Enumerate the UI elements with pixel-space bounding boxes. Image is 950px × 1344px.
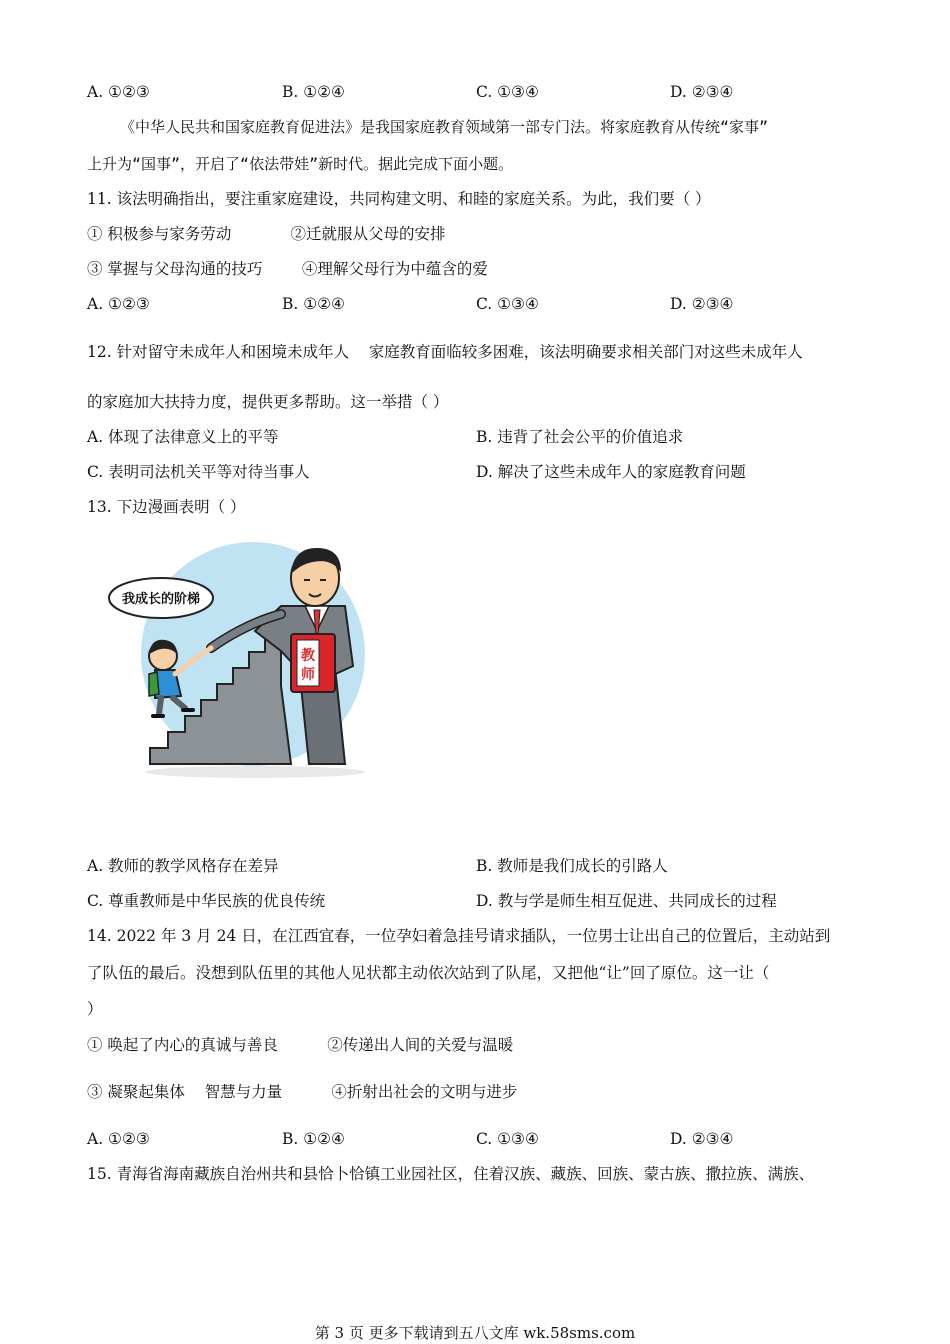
q14-stem-3: ） <box>87 1000 103 1018</box>
q14-options <box>87 1128 867 1150</box>
q12-stem-2: 的家庭加大扶持力度，提供更多帮助。这一举措（ ） <box>87 393 449 411</box>
q11-stem: 11. 该法明确指出，要注重家庭建设，共同构建文明、和睦的家庭关系。为此，我们要（ ） <box>87 190 711 208</box>
q12-stem-1: 12. 针对留守未成年人和困境未成年人 家庭教育面临较多困难，该法明确要求相关部门对这些未成年人 <box>87 343 803 361</box>
q14-option-b: B. ①②④ <box>282 1130 345 1148</box>
q10-option-c: C. ①③④ <box>476 83 539 101</box>
ground-shadow <box>145 766 365 778</box>
q14-items-1: ① 唤起了内心的真诚与善良 ②传递出人间的关爱与温暖 <box>87 1036 514 1054</box>
q13-option-c: C. 尊重教师是中华民族的优良传统 <box>87 892 326 910</box>
q13-option-d: D. 教与学是师生相互促进、共同成长的过程 <box>476 892 777 910</box>
q11-option-a: A. ①②③ <box>87 295 150 313</box>
q12-options-row-2 <box>87 461 867 483</box>
q11-options <box>87 293 867 315</box>
q10-option-b: B. ①②④ <box>282 83 345 101</box>
q12-option-b: B. 违背了社会公平的价值追求 <box>476 428 684 446</box>
q10-option-d: D. ②③④ <box>670 83 734 101</box>
q13-stem: 13. 下边漫画表明（ ） <box>87 498 246 516</box>
q12-option-c: C. 表明司法机关平等对待当事人 <box>87 463 310 481</box>
q12-options-row-1 <box>87 426 867 448</box>
passage-line-2: 上升为“国事”，开启了“依法带娃”新时代。据此完成下面小题。 <box>87 155 514 173</box>
book-label-char-1: 教 <box>301 648 315 664</box>
q15-stem: 15. 青海省海南藏族自治州共和县恰卜恰镇工业园社区，住着汉族、藏族、回族、蒙古族、撒拉族、满族、 <box>87 1165 815 1183</box>
q10-options <box>87 81 867 103</box>
q13-options-row-1 <box>87 855 867 877</box>
page-footer: 第 3 页 更多下载请到五八文库 wk.58sms.com <box>314 1324 636 1342</box>
q14-option-a: A. ①②③ <box>87 1130 150 1148</box>
q14-items-2: ③ 凝聚起集体 智慧与力量 ④折射出社会的文明与进步 <box>87 1083 518 1101</box>
student-backpack <box>149 672 159 696</box>
q11-items-2: ③ 掌握与父母沟通的技巧 ④理解父母行为中蕴含的爱 <box>87 260 488 278</box>
q11-items-1: ① 积极参与家务劳动 ②迁就服从父母的安排 <box>87 225 446 243</box>
q14-stem-2: 了队伍的最后。没想到队伍里的其他人见状都主动依次站到了队尾，又把他“让”回了原位。这一让（ <box>87 964 770 982</box>
speech-bubble-text: 我成长的阶梯 <box>121 592 201 607</box>
q14-option-c: C. ①③④ <box>476 1130 539 1148</box>
q11-option-b: B. ①②④ <box>282 295 345 313</box>
q13-options-row-2 <box>87 890 867 912</box>
passage-line-1: 《中华人民共和国家庭教育促进法》是我国家庭教育领域第一部专门法。将家庭教育从传统“家事” <box>120 118 769 136</box>
q14-stem-1: 14. 2022 年 3 月 24 日，在江西宜春，一位孕妇着急挂号请求插队，一位男士让出自己的位置后，主动站到 <box>87 927 831 945</box>
q12-option-d: D. 解决了这些未成年人的家庭教育问题 <box>476 463 746 481</box>
q12-option-a: A. 体现了法律意义上的平等 <box>87 428 279 446</box>
q13-option-b: B. 教师是我们成长的引路人 <box>476 857 668 875</box>
book-label-char-2: 师 <box>301 667 315 683</box>
q11-option-d: D. ②③④ <box>670 295 734 313</box>
q10-option-a: A. ①②③ <box>87 83 150 101</box>
q13-cartoon <box>105 536 373 784</box>
q14-option-d: D. ②③④ <box>670 1130 734 1148</box>
q11-option-c: C. ①③④ <box>476 295 539 313</box>
q13-option-a: A. 教师的教学风格存在差异 <box>87 857 279 875</box>
